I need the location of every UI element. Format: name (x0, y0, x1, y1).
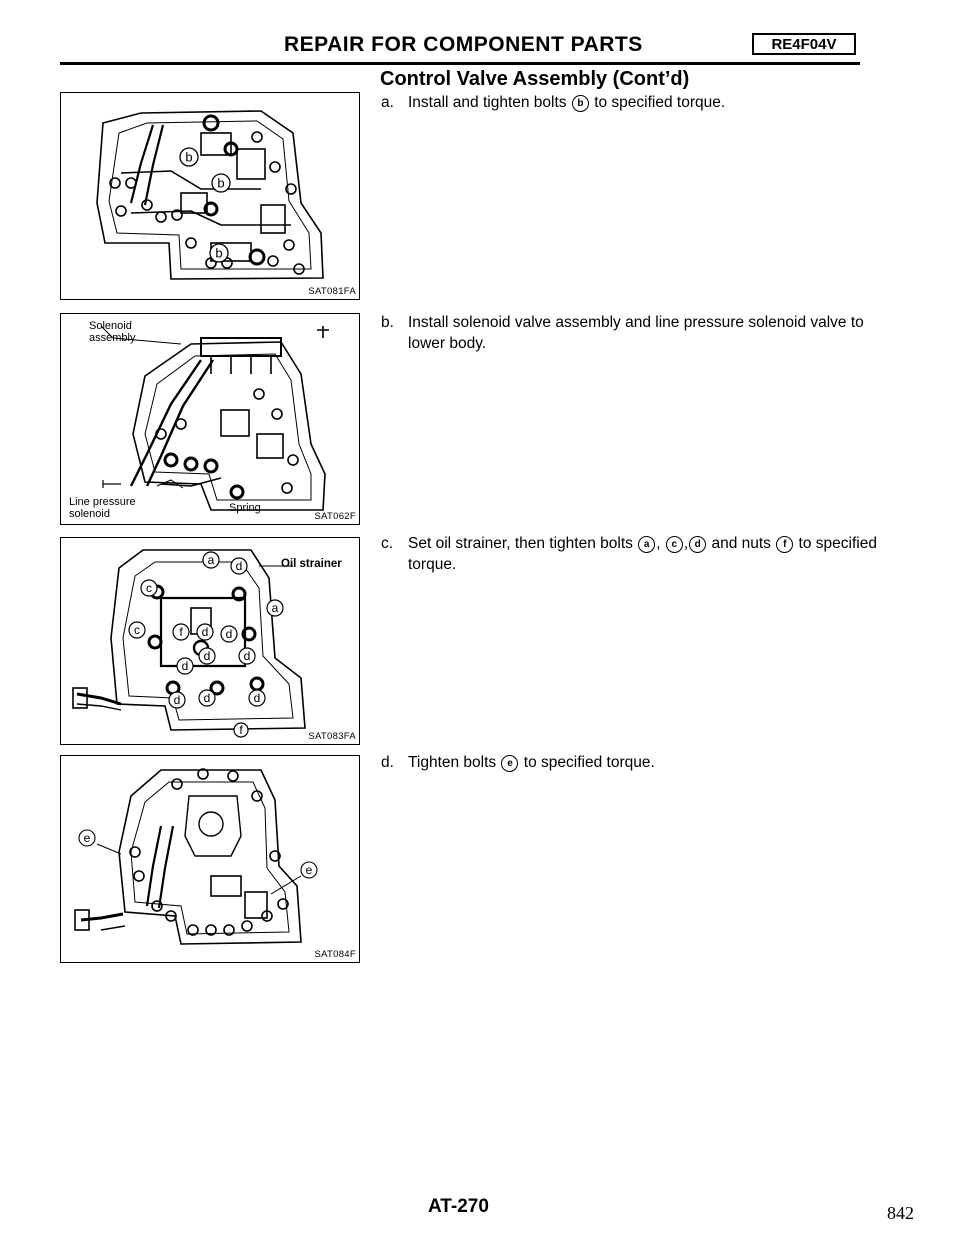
step-marker: b. (381, 314, 394, 331)
step-text (408, 92, 881, 113)
callout-d: d (201, 625, 209, 639)
callout-c: c (134, 623, 140, 637)
figure-code: SAT083FA (308, 731, 356, 742)
callout-d: d (203, 691, 211, 705)
step-text-part: to specified torque. (408, 535, 877, 573)
step-text-part: Install and tighten bolts (408, 94, 567, 111)
bolt-callout-e: e (501, 755, 518, 772)
bolt-callout-d: d (689, 536, 706, 553)
label-spring: Spring (229, 502, 261, 514)
label-solenoid: Solenoid (89, 320, 132, 332)
bolt-callout-a: a (638, 536, 655, 553)
label-solenoid-valve: solenoid (69, 508, 110, 520)
callout-e: e (83, 831, 91, 845)
step-b (381, 312, 881, 354)
callout-d: d (203, 649, 211, 663)
figure-bolt-e-locations (60, 755, 360, 963)
figure-code: SAT062F (314, 511, 356, 522)
figure-solenoid-install (60, 313, 360, 525)
step-text (408, 752, 881, 773)
step-text-part: Set oil strainer, then tighten bolts (408, 535, 633, 552)
callout-a: a (207, 553, 215, 567)
step-c (381, 533, 881, 575)
step-a (381, 92, 881, 113)
solenoid-assembly-illustration (61, 314, 359, 524)
model-code-badge: RE4F04V (752, 33, 856, 55)
callout-d: d (173, 693, 181, 707)
callout-b-1: b (185, 149, 193, 165)
step-d (381, 752, 881, 773)
figure-bolt-b-locations (60, 92, 360, 300)
bolt-callout-c: c (666, 536, 683, 553)
header-divider (60, 62, 860, 65)
sheet-number: 842 (887, 1203, 914, 1223)
step-marker: c. (381, 535, 394, 552)
valve-body-bottom-illustration (61, 756, 359, 962)
figure-oil-strainer (60, 537, 360, 745)
callout-d: d (225, 627, 233, 641)
callout-a: a (271, 601, 279, 615)
callout-d: d (253, 691, 261, 705)
valve-body-illustration (61, 93, 359, 299)
step-text-part: to specified torque. (523, 754, 655, 771)
callout-d: d (235, 559, 243, 573)
label-assembly: assembly (89, 332, 136, 344)
step-text (408, 533, 881, 575)
callout-b-3: b (215, 245, 223, 261)
step-text-part: and nuts (711, 535, 771, 552)
callout-d: d (243, 649, 251, 663)
step-text-part: Tighten bolts (408, 754, 497, 771)
step-marker: d. (381, 754, 394, 771)
callout-d: d (181, 659, 189, 673)
callout-f: f (179, 625, 183, 639)
callout-b-2: b (217, 175, 225, 191)
figure-code: SAT084F (314, 949, 356, 960)
step-text-part: , (683, 535, 689, 552)
section-title: Control Valve Assembly (Cont’d) (380, 68, 690, 90)
label-line-pressure: Line pressure (69, 496, 136, 508)
step-marker: a. (381, 94, 394, 111)
figure-code: SAT081FA (308, 286, 356, 297)
callout-c: c (146, 581, 152, 595)
nut-callout-f: f (776, 536, 793, 553)
label-oil-strainer: Oil strainer (281, 558, 342, 570)
callout-f: f (239, 723, 243, 737)
step-text-part: to specified torque. (594, 94, 726, 111)
page-header-title: REPAIR FOR COMPONENT PARTS (284, 33, 643, 56)
step-text-part: , (656, 535, 661, 552)
bolt-callout-b: b (572, 95, 589, 112)
step-text: Install solenoid valve assembly and line pressure solenoid valve to lower body. (408, 314, 864, 352)
callout-e: e (305, 863, 313, 877)
page-number: AT-270 (428, 1196, 489, 1217)
